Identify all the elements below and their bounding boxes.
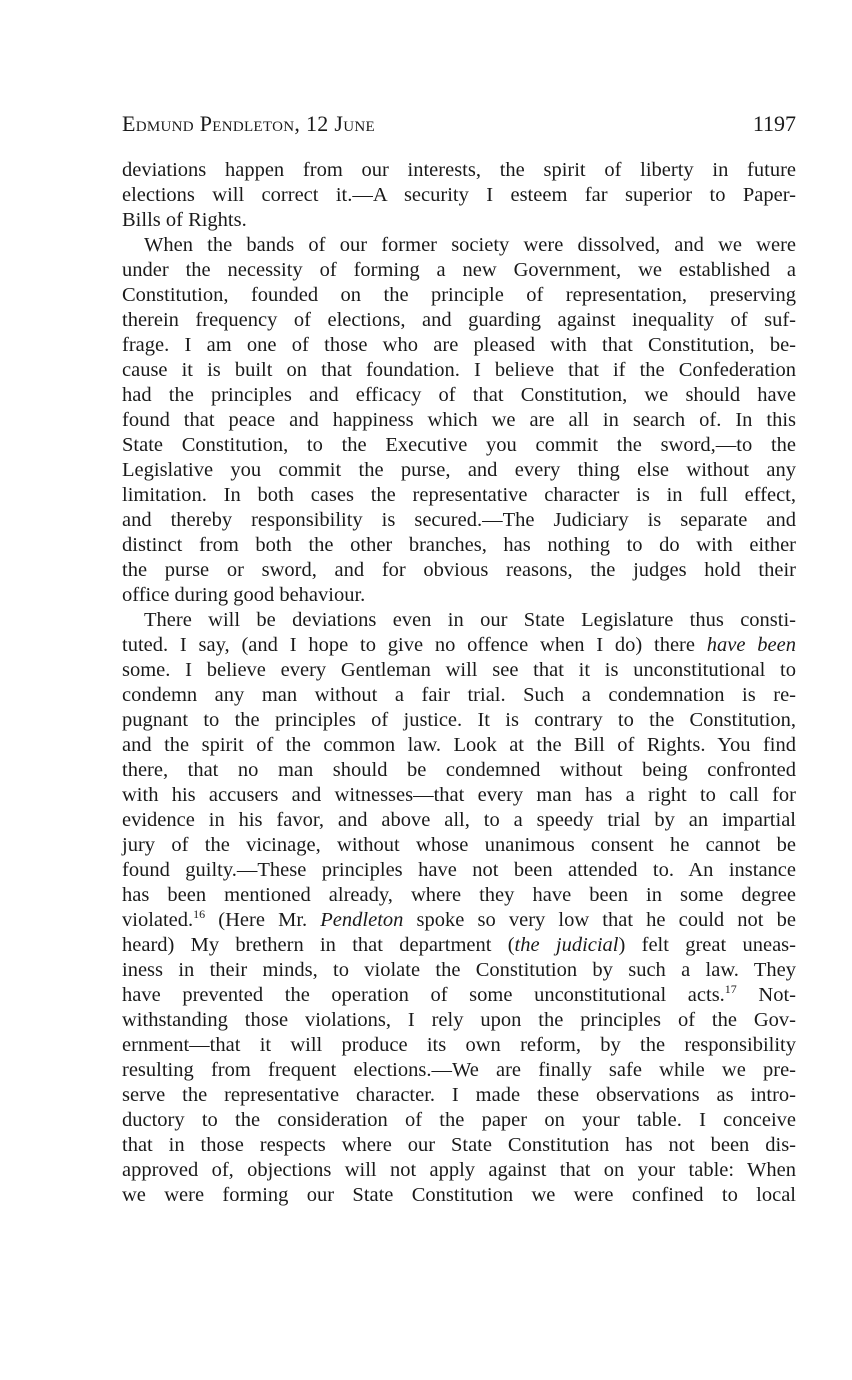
text-line: and the spirit of the common law. Look at the Bill of Rights. You find xyxy=(122,734,796,756)
page-number: 1197 xyxy=(752,111,796,136)
text-line: that in those respects where our State Constitution has not been dis- xyxy=(122,1134,796,1156)
text-line: distinct from both the other branches, has nothing to do with either xyxy=(122,534,796,556)
text-line: frage. I am one of those who are pleased with that Constitution, be- xyxy=(122,334,796,356)
text-line: has been mentioned already, where they have been in some degree xyxy=(122,884,796,906)
text-line: deviations happen from our interests, the spirit of liberty in future xyxy=(122,159,796,181)
text-line: cause it is built on that foundation. I believe that if the Confederation xyxy=(122,359,796,381)
text-line: approved of, objections will not apply against that on your table: When xyxy=(122,1159,796,1181)
text-line: violated.$^{16}$ (Here Mr. Pendleton spoke so very low that he could not be xyxy=(122,907,796,931)
text-line: Constitution, founded on the principle of representation, preserving xyxy=(122,284,796,306)
text-line: iness in their minds, to violate the Constitution by such a law. They xyxy=(122,959,796,981)
text-line: jury of the vicinage, without whose unanimous consent he cannot be xyxy=(122,834,796,856)
text-line: limitation. In both cases the representative character is in full effect, xyxy=(122,484,796,506)
footnote-ref-16[interactable]: 16 xyxy=(193,907,206,922)
running-head: Edmund Pendleton, 12 June xyxy=(122,111,375,136)
text-line: State Constitution, to the Executive you commit the sword,—to the xyxy=(122,434,796,456)
text-line: had the principles and efficacy of that Constitution, we should have xyxy=(122,384,796,406)
italic-text: the judicial xyxy=(514,934,619,956)
footnote-ref-17[interactable]: 17 xyxy=(724,982,737,997)
text-line: tuted. I say, (and I hope to give no offence when I do) there have been xyxy=(122,634,796,656)
text-line: with his accusers and witnesses—that every man has a right to call for xyxy=(122,784,796,806)
text-line: pugnant to the principles of justice. It is contrary to the Constitution, xyxy=(122,709,796,731)
text-line: found guilty.—These principles have not been attended to. An instance xyxy=(122,859,796,881)
text-line: heard) My brethern in that department (the judicial) felt great uneas- xyxy=(122,934,796,956)
text-line: the purse or sword, and for obvious reasons, the judges hold their xyxy=(122,559,796,581)
text-line: we were forming our State Constitution we were confined to local xyxy=(122,1184,796,1206)
italic-text: Pendleton xyxy=(320,909,404,931)
text-line: there, that no man should be condemned without being confronted xyxy=(122,759,796,781)
paragraph-first-line: When the bands of our former society were dissolved, and we were xyxy=(144,234,796,256)
text-line: therein frequency of elections, and guarding against inequality of suf- xyxy=(122,309,796,331)
text-line: elections will correct it.—A security I esteem far superior to Paper- xyxy=(122,184,796,206)
text-line: under the necessity of forming a new Government, we established a xyxy=(122,259,796,281)
text-line: found that peace and happiness which we are all in search of. In this xyxy=(122,409,796,431)
text-line: ernment—that it will produce its own reform, by the responsibility xyxy=(122,1034,796,1056)
text-line: Legislative you commit the purse, and every thing else without any xyxy=(122,459,796,481)
text-line: withstanding those violations, I rely upon the principles of the Gov- xyxy=(122,1009,796,1031)
text-line: Bills of Rights. xyxy=(122,209,247,231)
text-line: have prevented the operation of some unconstitutional acts.$^{17}$ Not- xyxy=(122,982,796,1006)
text-line: some. I believe every Gentleman will see that it is unconstitutional to xyxy=(122,659,796,681)
text-line: evidence in his favor, and above all, to a speedy trial by an impartial xyxy=(122,809,796,831)
text-line: office during good behaviour. xyxy=(122,584,366,606)
body-text xyxy=(122,158,796,1208)
text-line: and thereby responsibility is secured.—The Judiciary is separate and xyxy=(122,509,796,531)
page-header xyxy=(122,108,796,140)
text-line: ductory to the consideration of the paper on your table. I conceive xyxy=(122,1109,796,1131)
paragraph-first-line: There will be deviations even in our State Legislature thus consti- xyxy=(144,609,796,631)
text-line: resulting from frequent elections.—We are finally safe while we pre- xyxy=(122,1059,796,1081)
text-line: serve the representative character. I made these observations as intro- xyxy=(122,1084,796,1106)
text-line: condemn any man without a fair trial. Such a condemnation is re- xyxy=(122,684,796,706)
italic-text: have been xyxy=(706,634,796,656)
